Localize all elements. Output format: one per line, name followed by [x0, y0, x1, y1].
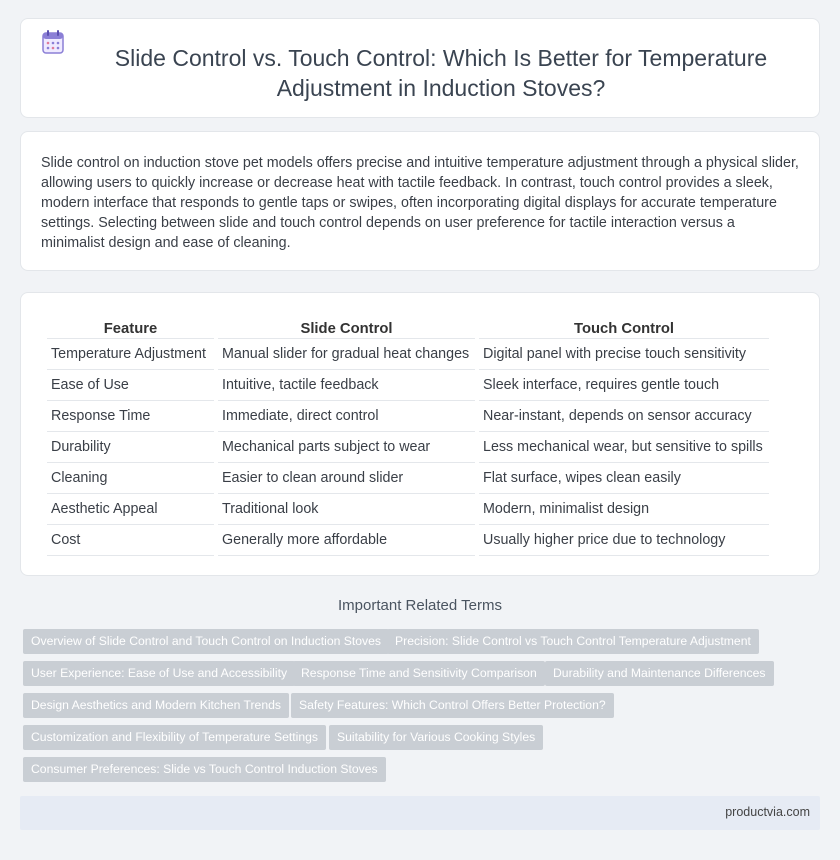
comparison-table: [43, 315, 773, 556]
table-row: [47, 525, 769, 556]
table-header-row: [47, 315, 769, 339]
title-card: [20, 18, 820, 118]
table-cell: Cleaning: [47, 463, 214, 494]
table-cell: Flat surface, wipes clean easily: [479, 463, 769, 494]
related-tag[interactable]: Safety Features: Which Control Offers Better Protection?: [291, 693, 614, 718]
related-tag[interactable]: Customization and Flexibility of Temperature Settings: [23, 725, 326, 750]
table-row: [47, 370, 769, 401]
summary-card: [20, 131, 820, 271]
table-cell: Near-instant, depends on sensor accuracy: [479, 401, 769, 432]
table-row: [47, 339, 769, 370]
footer-bar: [20, 796, 820, 830]
header-feature: Feature: [47, 315, 214, 339]
table-row: [47, 432, 769, 463]
related-tag[interactable]: Precision: Slide Control vs Touch Control Temperature Adjustment: [387, 629, 759, 654]
table-row: [47, 494, 769, 525]
related-tag[interactable]: Response Time and Sensitivity Comparison: [293, 661, 545, 686]
table-cell: Aesthetic Appeal: [47, 494, 214, 525]
related-tag[interactable]: Consumer Preferences: Slide vs Touch Control Induction Stoves: [23, 757, 386, 782]
table-cell: Mechanical parts subject to wear: [218, 432, 475, 463]
table-cell: Easier to clean around slider: [218, 463, 475, 494]
header-touch-control: Touch Control: [479, 315, 769, 339]
summary-text: Slide control on induction stove pet models offers precise and intuitive temperature adjustment through a physical slider, allowing users to quickly increase or decrease heat with tactile feedback. In contrast, touch control provides a sleek, modern interface that responds to gentle taps or swipes, often incorporating digital displays for accurate temperature settings. Selecting between slide and touch control depends on user preference for tactile interaction versus a minimalist design and ease of cleaning.: [41, 155, 799, 251]
table-cell: Generally more affordable: [218, 525, 475, 556]
table-cell: Usually higher price due to technology: [479, 525, 769, 556]
table-cell: Cost: [47, 525, 214, 556]
table-cell: Sleek interface, requires gentle touch: [479, 370, 769, 401]
comparison-table-card: [20, 292, 820, 576]
related-tag[interactable]: Overview of Slide Control and Touch Control on Induction Stoves: [23, 629, 389, 654]
footer-site-link[interactable]: productvia.com: [725, 805, 810, 819]
table-cell: Traditional look: [218, 494, 475, 525]
related-tag[interactable]: Design Aesthetics and Modern Kitchen Trends: [23, 693, 289, 718]
table-row: [47, 463, 769, 494]
related-terms-title: Important Related Terms: [338, 597, 502, 614]
related-tag[interactable]: User Experience: Ease of Use and Accessibility: [23, 661, 295, 686]
table-row: [47, 401, 769, 432]
table-cell: Digital panel with precise touch sensitivity: [479, 339, 769, 370]
related-tag[interactable]: Suitability for Various Cooking Styles: [329, 725, 543, 750]
table-cell: Immediate, direct control: [218, 401, 475, 432]
table-cell: Less mechanical wear, but sensitive to spills: [479, 432, 769, 463]
table-cell: Modern, minimalist design: [479, 494, 769, 525]
page-title: Slide Control vs. Touch Control: Which Is Better for Temperature Adjustment in Induction Stoves?: [114, 45, 768, 101]
table-cell: Response Time: [47, 401, 214, 432]
related-tag[interactable]: Durability and Maintenance Differences: [545, 661, 774, 686]
table-cell: Ease of Use: [47, 370, 214, 401]
header-slide-control: Slide Control: [218, 315, 475, 339]
table-cell: Durability: [47, 432, 214, 463]
table-cell: Temperature Adjustment: [47, 339, 214, 370]
table-cell: Manual slider for gradual heat changes: [218, 339, 475, 370]
table-cell: Intuitive, tactile feedback: [218, 370, 475, 401]
